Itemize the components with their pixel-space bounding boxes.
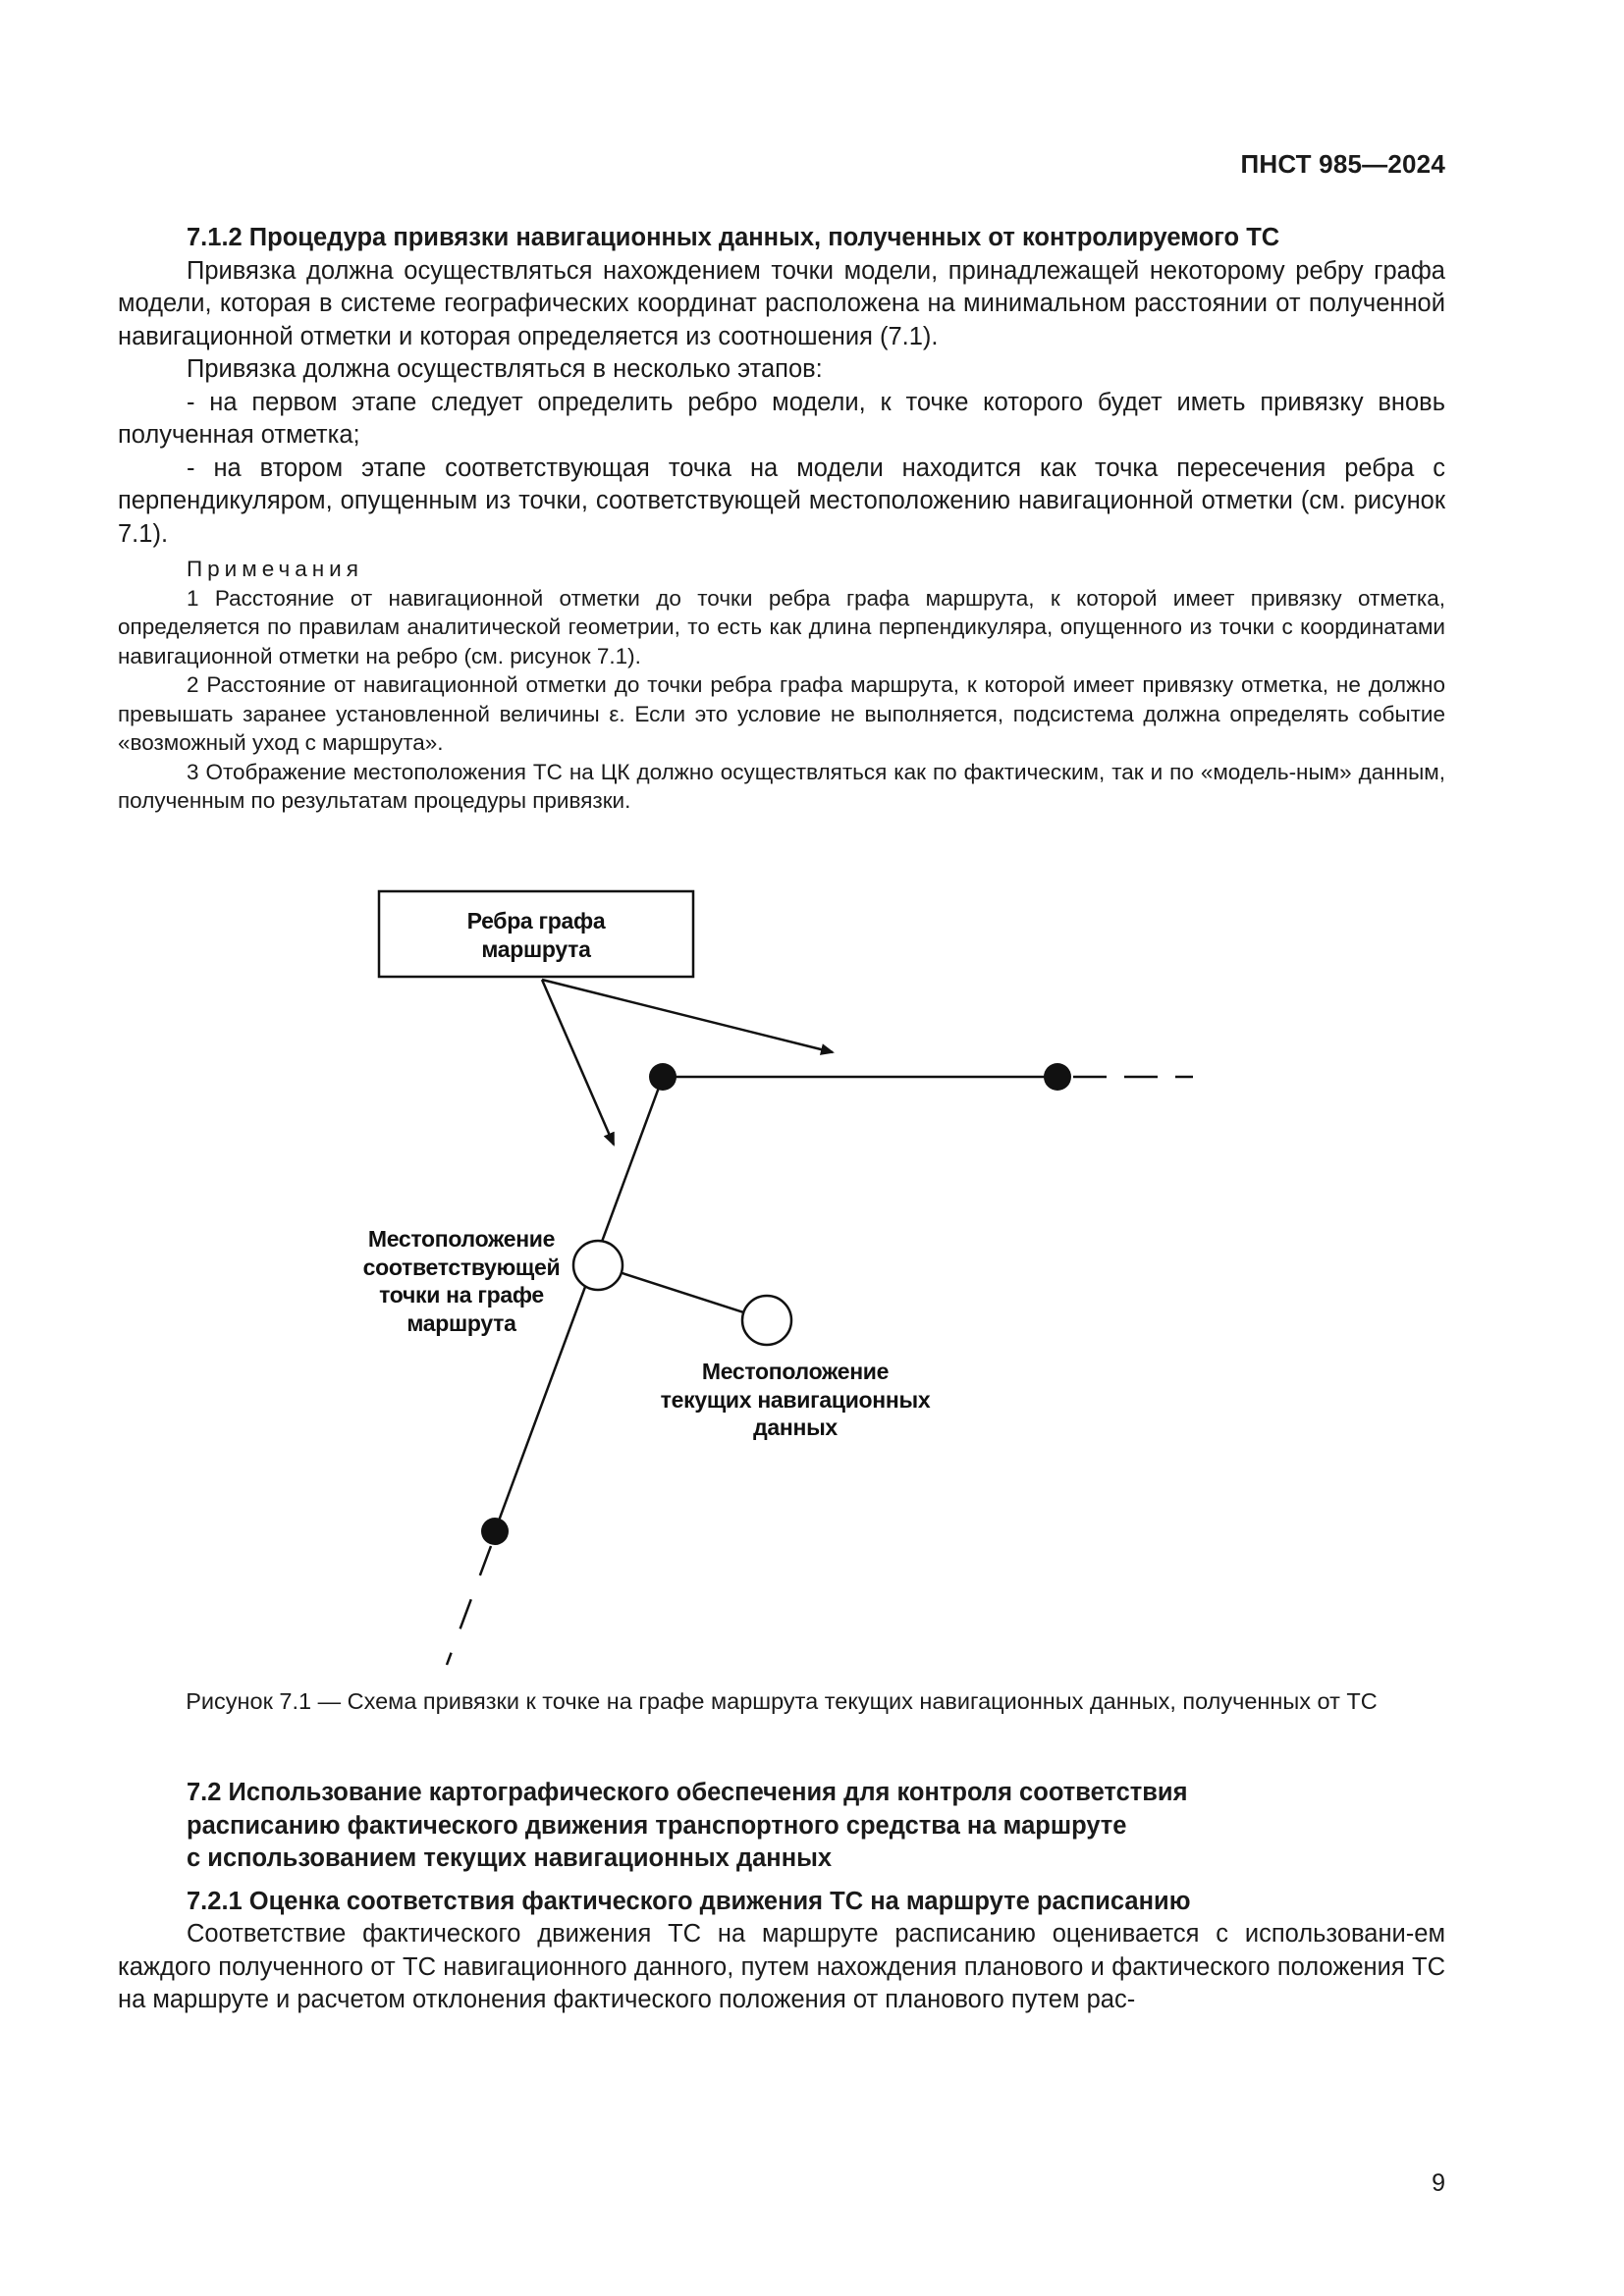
paragraph: Привязка должна осуществляться в несколько этапов: bbox=[187, 355, 823, 383]
list-item: - на первом этапе следует определить ребро модели, к точке которого будет иметь привязку вновь полученная отметка; bbox=[118, 388, 1445, 449]
arrow-to-slanted-edge bbox=[542, 980, 614, 1145]
document-code: ПНСТ 985—2024 bbox=[1240, 149, 1445, 179]
graph-node bbox=[481, 1518, 509, 1545]
list-item: - на втором этапе соответствующая точка на модели находится как точка пересечения ребра с перпендикуляром, опущенным из точки, соответствующей местоположению навигационной отметки (см. рисунок 7.1). bbox=[118, 454, 1445, 548]
snapped-point-label bbox=[324, 1225, 599, 1337]
subsection-heading: 7.2.1 Оценка соответствия фактического движения ТС на маршруте расписанию bbox=[187, 1887, 1191, 1915]
label-line: Местоположение bbox=[367, 1226, 556, 1252]
figure-7-1 bbox=[0, 864, 1624, 1728]
section-heading: 7.1.2 Процедура привязки навигационных данных, полученных от контролируемого ТС bbox=[187, 224, 1280, 251]
label-line: точки на графе bbox=[379, 1282, 544, 1308]
label-line: данных bbox=[753, 1415, 838, 1440]
heading-line: с использованием текущих навигационных данных bbox=[187, 1844, 833, 1872]
note-item: 1 Расстояние от навигационной отметки до точки ребра графа маршрута, к которой имеет привязку отметка, определяется по правилам аналитической геометрии, то есть как длина перпендикуляра, опущенного из точки с координатами навигационной отметки на ребро (см. рисунок 7.1). bbox=[118, 585, 1445, 668]
notes-title: Примечания bbox=[187, 557, 363, 581]
label-line: маршрута bbox=[406, 1309, 516, 1336]
label-line: Местоположение bbox=[701, 1359, 890, 1384]
note-item: 3 Отображение местоположения ТС на ЦК должно осуществляться как по фактическим, так и по «модель-ным» данным, полученным по результатам процедуры привязки. bbox=[118, 759, 1445, 813]
section-7-2 bbox=[118, 1777, 1445, 2017]
edges-label-line: Ребра графа bbox=[466, 908, 606, 934]
note-item: 2 Расстояние от навигационной отметки до точки ребра графа маршрута, к которой имеет привязку отметка, не должно превышать заранее установленной величины ε. Если это условие не выполняется, подсистема должна определять событие «возможный уход с маршрута». bbox=[118, 672, 1445, 755]
figure-caption: Рисунок 7.1 — Схема привязки к точке на графе маршрута текущих навигационных данных, полученных от ТС bbox=[186, 1688, 1378, 1714]
label-line: текущих навигационных bbox=[660, 1386, 931, 1413]
navigation-point-marker bbox=[742, 1296, 791, 1345]
section-heading bbox=[118, 1777, 1445, 1876]
paragraph: Привязка должна осуществляться нахождением точки модели, принадлежащей некоторому ребру графа модели, которая в системе географических координат расположена на минимальном расстоянии от полученной навигационной отметки и которая определяется из соотношения (7.1). bbox=[118, 256, 1445, 350]
edges-label-line: маршрута bbox=[481, 935, 591, 962]
perpendicular-line bbox=[598, 1265, 765, 1319]
label-line: соответствующей bbox=[362, 1254, 561, 1280]
heading-line: расписанию фактического движения транспортного средства на маршруте bbox=[187, 1811, 1127, 1840]
page-number: 9 bbox=[1432, 2169, 1445, 2197]
slanted-edge-continuation bbox=[447, 1546, 491, 1665]
section-7-1-2 bbox=[118, 222, 1445, 816]
navigation-point-label bbox=[638, 1358, 952, 1442]
edges-label bbox=[379, 907, 693, 963]
notes-block bbox=[118, 555, 1445, 816]
heading-line: 7.2 Использование картографического обеспечения для контроля соответствия bbox=[187, 1779, 1188, 1806]
route-graph-diagram bbox=[0, 864, 1624, 1728]
arrow-to-horizontal-edge bbox=[542, 980, 833, 1052]
graph-node bbox=[649, 1063, 677, 1091]
paragraph: Соответствие фактического движения ТС на маршруте расписанию оценивается с использовани-ем каждого полученного от ТС навигационного данного, путем нахождения планового и фактического положения ТС на маршруте и расчетом отклонения фактического положения от планового путем рас- bbox=[118, 1920, 1445, 2013]
graph-node bbox=[1044, 1063, 1071, 1091]
